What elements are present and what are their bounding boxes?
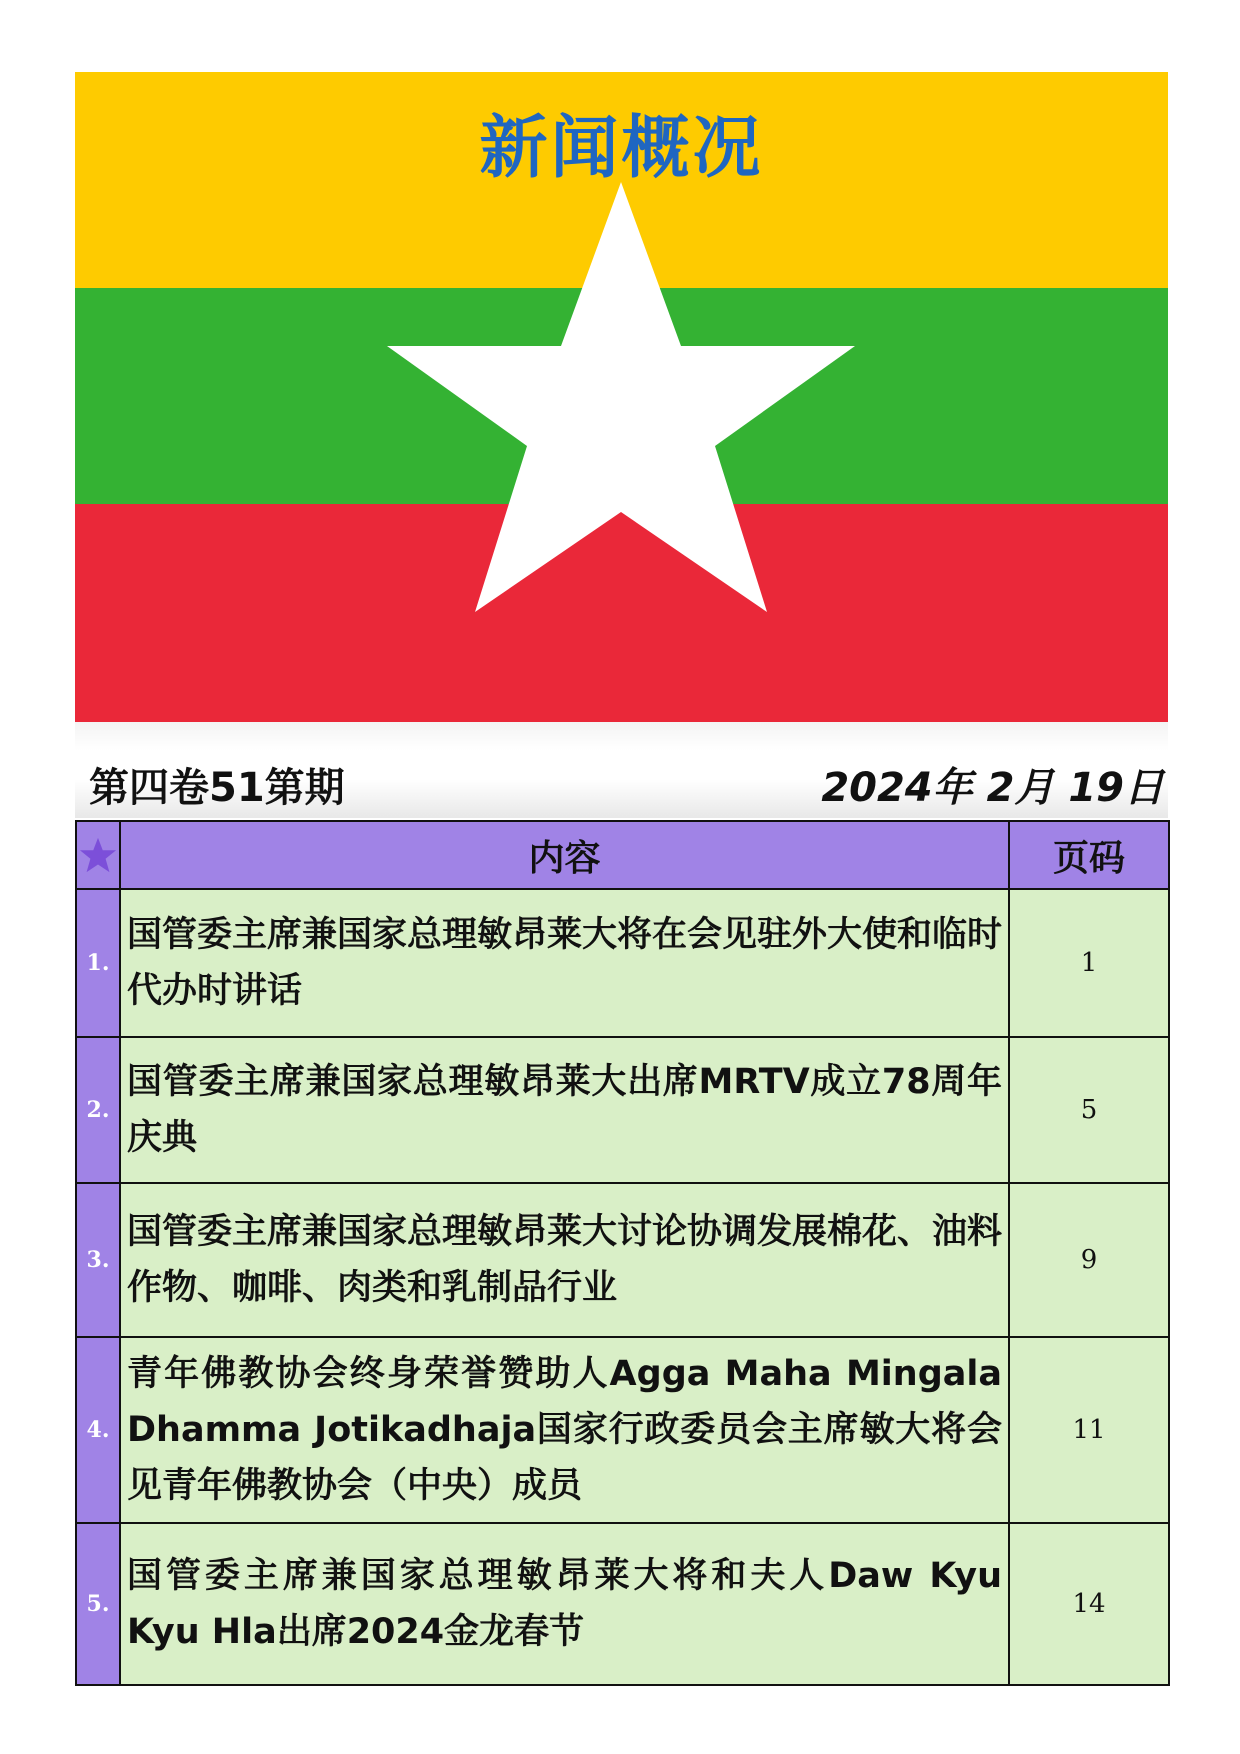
star-icon — [79, 836, 117, 874]
toc-header-row — [76, 821, 1169, 889]
toc-row-number: 4. — [76, 1337, 120, 1523]
table-row[interactable] — [76, 1037, 1169, 1183]
toc-row-number: 5. — [76, 1523, 120, 1685]
toc-row-title[interactable]: 国管委主席兼国家总理敏昂莱大将在会见驻外大使和临时代办时讲话 — [120, 889, 1009, 1037]
toc-row-page: 11 — [1009, 1337, 1169, 1523]
toc-row-title[interactable]: 青年佛教协会终身荣誉赞助人Agga Maha Mingala Dhamma Jotikadhaja国家行政委员会主席敏大将会见青年佛教协会（中央）成员 — [120, 1337, 1009, 1523]
issue-bar — [75, 722, 1168, 818]
toc-header-star-cell — [76, 821, 120, 889]
toc-row-title[interactable]: 国管委主席兼国家总理敏昂莱大讨论协调发展棉花、油料作物、咖啡、肉类和乳制品行业 — [120, 1183, 1009, 1337]
toc-row-page: 9 — [1009, 1183, 1169, 1337]
flag-red-stripe — [75, 504, 1168, 722]
myanmar-flag-banner — [75, 72, 1168, 722]
table-row[interactable] — [76, 1523, 1169, 1685]
table-row[interactable] — [76, 1183, 1169, 1337]
issue-number: 第四卷51第期 — [89, 765, 345, 811]
toc-row-page: 14 — [1009, 1523, 1169, 1685]
toc-row-title[interactable]: 国管委主席兼国家总理敏昂莱大将和夫人Daw Kyu Kyu Hla出席2024金龙春节 — [120, 1523, 1009, 1685]
issue-date: 2024年 2月 19日 — [821, 765, 1164, 811]
toc-header-content: 内容 — [120, 821, 1009, 889]
toc-row-page: 1 — [1009, 889, 1169, 1037]
toc-row-number: 1. — [76, 889, 120, 1037]
toc-header-page: 页码 — [1009, 821, 1169, 889]
table-row[interactable] — [76, 889, 1169, 1037]
toc-row-page: 5 — [1009, 1037, 1169, 1183]
toc-row-number: 3. — [76, 1183, 120, 1337]
page-title: 新闻概况 — [479, 109, 764, 188]
toc-row-number: 2. — [76, 1037, 120, 1183]
table-row[interactable] — [76, 1337, 1169, 1523]
toc-row-title[interactable]: 国管委主席兼国家总理敏昂莱大出席MRTV成立78周年庆典 — [120, 1037, 1009, 1183]
table-of-contents — [75, 820, 1170, 1686]
